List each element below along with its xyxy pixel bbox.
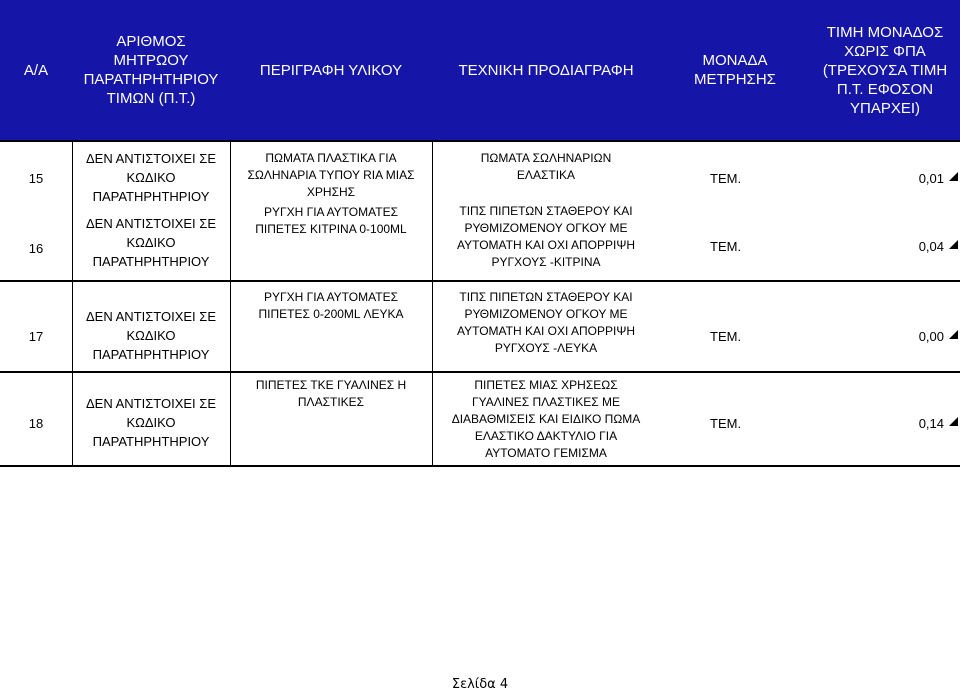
header-unit: ΜΟΝΑΔΑ ΜΕΤΡΗΣΗΣ	[694, 52, 776, 88]
row-unit-price	[710, 236, 958, 256]
row-number: 17	[28, 328, 44, 344]
row-spec: ΠΙΠΕΤΕΣ ΜΙΑΣ ΧΡΗΣΕΩΣ ΓΥΑΛΙΝΕΣ ΠΛΑΣΤΙΚΕΣ ΜΕ ΔΙΑΒΑΘΜΙΣΕΙΣ ΚΑΙ ΕΙΔΙΚΟ ΠΩΜΑ ΕΛΑΣΤΙΚΟ ΔΑΚΤΥΛΙΟ ΓΙΑ ΑΥΤΟΜΑΤΟ ΓΕΜΙΣΜΑ	[451, 377, 641, 460]
table-header	[0, 0, 960, 140]
row-description: ΠΙΠΕΤΕΣ ΤΚΕ ΓΥΑΛΙΝΕΣ Η ΠΛΑΣΤΙΚΕΣ	[255, 378, 407, 409]
row-spec: ΠΩΜΑΤΑ ΣΩΛΗΝΑΡΙΩΝ ΕΛΑΣΤΙΚΑ	[480, 151, 612, 182]
corner-mark-icon	[949, 330, 958, 339]
row-price: 0,00	[918, 328, 944, 344]
divider	[0, 140, 960, 142]
row-code: ΔΕΝ ΑΝΤΙΣΤΟΙΧΕΙ ΣΕ ΚΩΔΙΚΟ ΠΑΡΑΤΗΡΗΤΗΡΙΟΥ	[86, 308, 216, 362]
row-unit-price	[710, 168, 958, 188]
row-price: 0,01	[918, 170, 944, 186]
row-code: ΔΕΝ ΑΝΤΙΣΤΟΙΧΕΙ ΣΕ ΚΩΔΙΚΟ ΠΑΡΑΤΗΡΗΤΗΡΙΟΥ	[86, 395, 216, 449]
row-code: ΔΕΝ ΑΝΤΙΣΤΟΙΧΕΙ ΣΕ ΚΩΔΙΚΟ ΠΑΡΑΤΗΡΗΤΗΡΙΟΥ	[86, 215, 216, 269]
header-code: ΑΡΙΘΜΟΣ ΜΗΤΡΩΟΥ ΠΑΡΑΤΗΡΗΤΗΡΙΟΥ ΤΙΜΩΝ (Π.Τ.)	[83, 33, 219, 107]
row-price: 0,04	[918, 238, 944, 254]
row-description: ΠΩΜΑΤΑ ΠΛΑΣΤΙΚΑ ΓΙΑ ΣΩΛΗΝΑΡΙΑ ΤΥΠΟΥ RIA ΜΙΑΣ ΧΡΗΣΗΣ	[247, 150, 415, 199]
divider	[0, 280, 960, 282]
row-spec: ΤΙΠΣ ΠΙΠΕΤΩΝ ΣΤΑΘΕΡΟΥ ΚΑΙ ΡΥΘΜΙΖΟΜΕΝΟΥ ΟΓΚΟΥ ΜΕ ΑΥΤΟΜΑΤΗ ΚΑΙ ΟΧΙ ΑΠΟΡΡΙΨΗ ΡΥΓΧΟΥΣ -ΛΕΥΚΑ	[456, 290, 636, 355]
divider	[0, 465, 960, 467]
row-number: 15	[28, 170, 44, 186]
row-description: ΡΥΓΧΗ ΓΙΑ ΑΥΤΟΜΑΤΕΣ ΠΙΠΕΤΕΣ ΚΙΤΡΙΝΑ 0-100ML	[255, 205, 407, 236]
row-unit-price	[710, 326, 958, 346]
row-unit: ΤΕΜ.	[710, 415, 742, 431]
row-code: ΔΕΝ ΑΝΤΙΣΤΟΙΧΕΙ ΣΕ ΚΩΔΙΚΟ ΠΑΡΑΤΗΡΗΤΗΡΙΟΥ	[86, 150, 216, 204]
row-spec: ΤΙΠΣ ΠΙΠΕΤΩΝ ΣΤΑΘΕΡΟΥ ΚΑΙ ΡΥΘΜΙΖΟΜΕΝΟΥ ΟΓΚΟΥ ΜΕ ΑΥΤΟΜΑΤΗ ΚΑΙ ΟΧΙ ΑΠΟΡΡΙΨΗ ΡΥΓΧΟΥΣ -ΚΙΤΡΙΝΑ	[456, 204, 636, 269]
row-description: ΡΥΓΧΗ ΓΙΑ ΑΥΤΟΜΑΤΕΣ ΠΙΠΕΤΕΣ 0-200ML ΛΕΥΚΑ	[258, 290, 404, 321]
divider	[0, 371, 960, 373]
header-aa: Α/Α	[23, 61, 49, 79]
corner-mark-icon	[949, 240, 958, 249]
row-unit: ΤΕΜ.	[710, 328, 742, 344]
row-price: 0,14	[918, 415, 944, 431]
corner-mark-icon	[949, 417, 958, 426]
header-price: ΤΙΜΗ ΜΟΝΑΔΟΣ ΧΩΡΙΣ ΦΠΑ (ΤΡΕΧΟΥΣΑ ΤΙΜΗ Π.Τ. ΕΦΟΣΟΝ ΥΠΑΡΧΕΙ)	[822, 23, 948, 117]
row-number: 16	[28, 240, 44, 256]
header-spec: ΤΕΧΝΙΚΗ ΠΡΟΔΙΑΓΡΑΦΗ	[458, 61, 634, 79]
page-number: Σελίδα 4	[451, 677, 509, 692]
row-unit: ΤΕΜ.	[710, 170, 742, 186]
header-description: ΠΕΡΙΓΡΑΦΗ ΥΛΙΚΟΥ	[259, 61, 403, 79]
row-unit: ΤΕΜ.	[710, 238, 742, 254]
row-number: 18	[28, 415, 44, 431]
row-unit-price	[710, 413, 958, 433]
corner-mark-icon	[949, 172, 958, 181]
